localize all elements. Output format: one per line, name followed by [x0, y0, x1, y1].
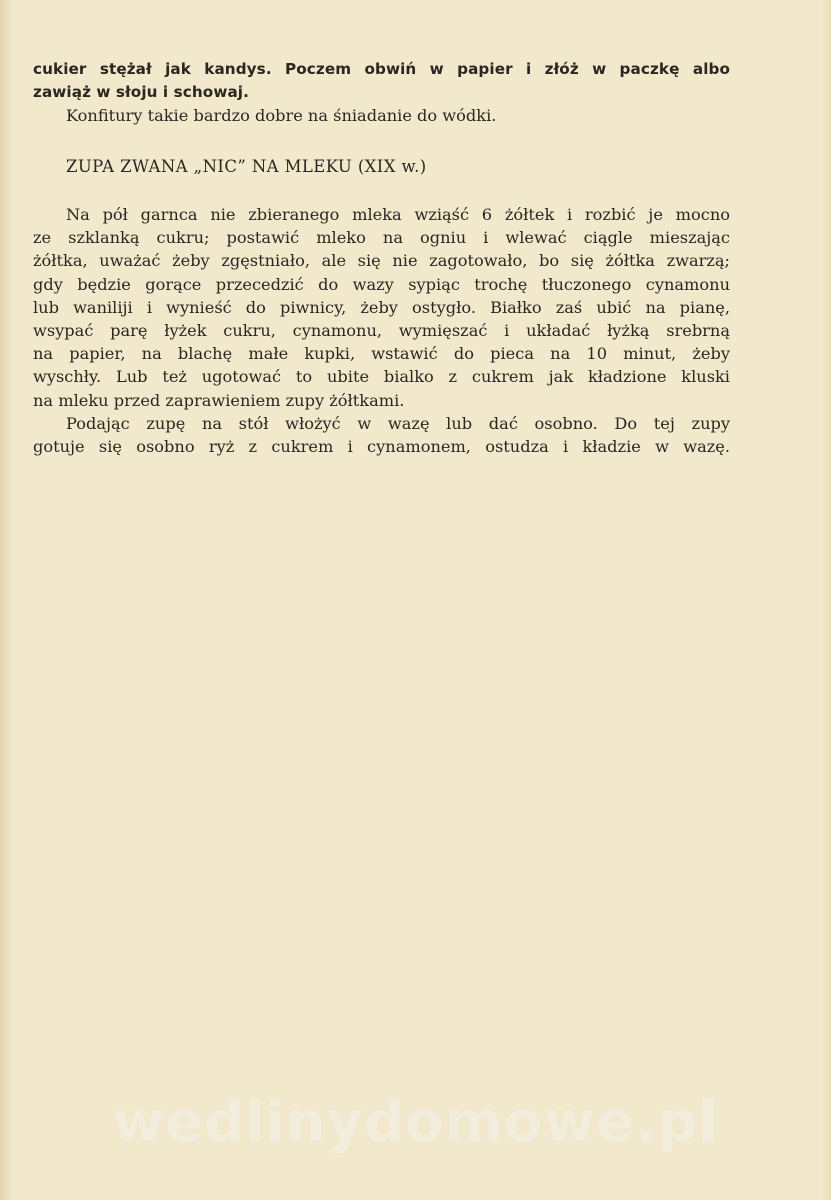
previous-recipe-ending [33, 58, 730, 128]
site-watermark: wedlinydomowe.pl [112, 1090, 719, 1155]
text-line: cukier stężał jak kandys. Poczem obwiń w papier i złóż w paczkę albo [33, 60, 730, 78]
text-line: na papier, na blachę małe kupki, wstawić do pieca na 10 minut, żeby [33, 344, 730, 364]
text-line: gotuje się osobno ryż z cukrem i cynamonem, ostudza i kładzie w wazę. [33, 437, 730, 457]
text-line: Konfitury takie bardzo dobre na śniadanie do wódki. [66, 106, 497, 126]
text-line: Na pół garnca nie zbieranego mleka wziąść 6 żółtek i rozbić je mocno [66, 205, 730, 224]
text-line: Podając zupę na stół włożyć w wazę lub dać osobno. Do tej zupy [66, 413, 730, 433]
text-line: gdy będzie gorące przecedzić do wazy sypiąc trochę tłuczonego cynamonu [33, 274, 730, 294]
recipe-title: ZUPA ZWANA „NIC” NA MLEKU (XIX w.) [66, 157, 427, 176]
text-line: ze szklanką cukru; postawić mleko na ogniu i wlewać ciągle mieszając [33, 228, 730, 248]
text-line: zawiąż w słoju i schowaj. [33, 83, 249, 102]
recipe-body [33, 203, 730, 458]
text-line: żółtka, uważać żeby zgęstniało, ale się nie zagotowało, bo się żółtka zwarzą; [33, 251, 730, 271]
text-line: wsypać parę łyżek cukru, cynamonu, wymięszać i układać łyżką srebrną [33, 321, 730, 341]
text-line: wyschły. Lub też ugotować to ubite bialko z cukrem jak kładzione kluski [33, 367, 730, 387]
text-line: na mleku przed zaprawieniem zupy żółtkami. [33, 390, 405, 410]
text-line: lub waniliji i wynieść do piwnicy, żeby ostygło. Białko zaś ubić na pianę, [33, 297, 730, 317]
